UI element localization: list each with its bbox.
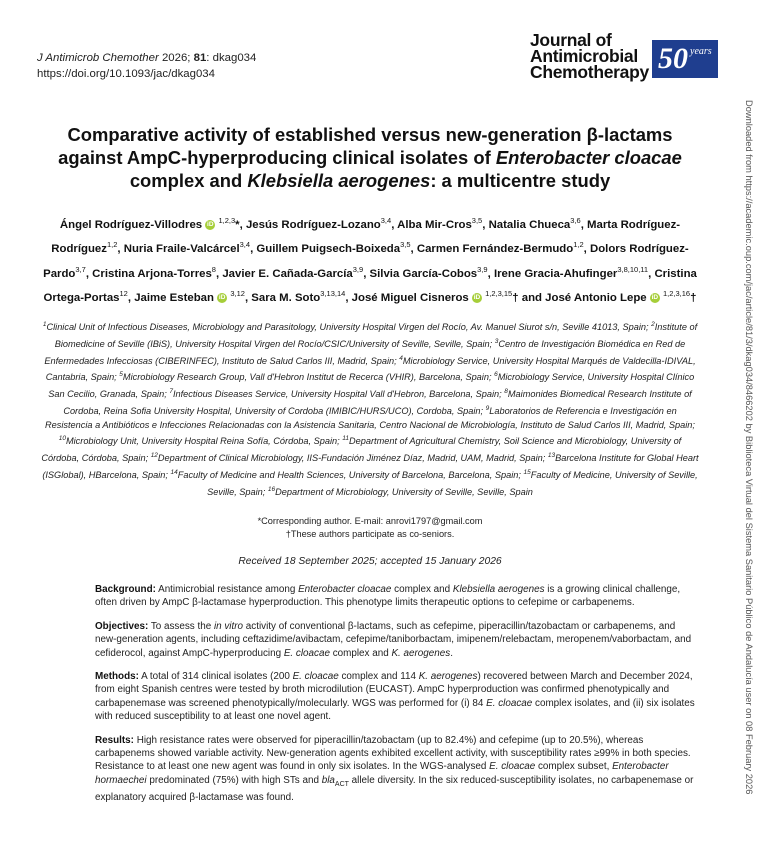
title-text: complex and [129, 170, 248, 191]
orcid-icon[interactable]: iD [473, 293, 481, 301]
author-name: Jaime Esteban [134, 291, 214, 304]
author-affiliation-sup: 12 [119, 289, 128, 299]
affiliation-text: Centro de Investigación Biomédica en Red de Enfermedades Infecciosas (CIBERINFEC), Instituto de Salud Carlos III, Madrid, Spain; [44, 338, 686, 366]
orcid-icon[interactable]: iD [207, 220, 214, 228]
affiliation-text: Microbiology Unit, University Hospital Reina Sofía, Córdoba, Spain; [65, 436, 340, 447]
affiliation-number: 13 [547, 452, 556, 460]
author-mark: † [512, 291, 519, 304]
abstract-results [95, 734, 695, 805]
abstract-text: is a growing clinical challenge, often driven by AmpC β-lactamase hyperproduction. This phenotype limits therapeutic options to cefepime or carbapenems. [95, 584, 681, 609]
affiliation-number: 6 [494, 371, 498, 379]
affiliation-text: Institute of Biomedicine of Seville (IBiS), University Hospital Virgen del Rocío/CSIC/University of Seville, Seville, Spain; [54, 322, 698, 349]
affiliation-number: 12 [150, 452, 158, 460]
abstract [95, 583, 695, 815]
author-affiliation-sup: 1,2 [106, 240, 118, 250]
abstract-text: ) recovered between March and December 2024, from eight Spanish centres were tested by broth microdilution (EUCAST). AmpC hyperproduction was confirmed phenotypically and carbapenemase was screened phenotypically/molecularly. WGS was performed for (i) 84 [95, 671, 693, 709]
author-name: Ángel Rodríguez-Villodres [59, 218, 203, 231]
author-affiliation-sup: 1,2,3 [218, 216, 236, 225]
received-dates: Received 18 September 2025; accepted 15 January 2026 [238, 556, 502, 567]
species-name: E. cloacae [486, 697, 533, 709]
section-label: Methods: [95, 671, 139, 683]
italic-term: in vitro [213, 620, 244, 632]
journal-logo [530, 32, 720, 84]
author-name: Cristina Ortega-Portas [43, 267, 697, 304]
species-name: K. aerogenes [418, 671, 478, 683]
year: 2026; [161, 52, 191, 64]
author-affiliation-sup: 3,12 [230, 289, 245, 299]
species-name: E. cloacae [283, 647, 330, 659]
affiliation-number: 14 [170, 468, 178, 476]
abstract-text: High resistance rates were observed for piperacillin/tazobactam (up to 82.4%) and cefepime (up to 20.5%), whereas carbapenems showed variable activity. New-generation agents exhibited excellent activity, with susceptibility rates ≥99% in both species. Resistance to at least one new agent was found in only six isolates. In the WGS-analysed [95, 734, 691, 773]
abstract-text: Antimicrobial resistance among [155, 584, 299, 595]
abstract-text: activity of conventional β-lactams, such as cefepime, piperacillin/tazobactam or carbapenems, and new-generation agents, including ceftazidime/avibactam, cefepime/taniborbactam, imipenem/relebactam, meropenem/vaborbactam, and cefiderocol, against AmpC-hyperproducing [95, 620, 692, 659]
title-line3 [40, 169, 700, 192]
title-text: : a multicentre study [430, 170, 611, 191]
journal-name-line2: Antimicrobial [530, 46, 638, 66]
author-name: Alba Mir-Cros [397, 218, 472, 231]
section-label: Background: [95, 584, 156, 595]
author-name: Guillem Puigsech-Boixeda [256, 243, 401, 256]
author-name: Javier E. Cañada-García [222, 267, 353, 280]
gene-subscript: ACT [334, 780, 349, 788]
affiliation-text: Microbiology Service, University Hospital Marqués de Valdecilla-IDIVAL, Cantabria, Spain; [45, 355, 696, 383]
author-name: José Antonio Lepe [545, 291, 647, 304]
corresponding-author: *Corresponding author. E-mail: anrovi1797@gmail.com [257, 516, 483, 526]
abstract-background [95, 583, 695, 610]
abstract-objectives [95, 620, 695, 660]
author-mark: † [690, 291, 697, 304]
species-name: Enterobacter hormaechei [95, 761, 669, 786]
author-name: Silvia García-Cobos [369, 267, 478, 280]
author-affiliation-sup: 1,2 [573, 240, 584, 250]
affiliation-number: 8 [504, 388, 508, 396]
affiliation-number: 2 [651, 321, 655, 328]
author-affiliation-sup: 3,4 [380, 216, 392, 225]
affiliation-number: 3 [494, 337, 499, 345]
author-affiliation-sup: 3,8,10,11 [617, 264, 649, 274]
species-name: Klebsiella aerogenes [452, 584, 545, 595]
affiliation-number: 11 [342, 435, 349, 443]
download-note-text: Downloaded from https://academic.oup.com/jac/article/81/3/dkag034/8466202 by Biblioteca Virtual del Sistema Sanitario Público de Andalucía user on 08 February 2026 [744, 100, 754, 795]
author-affiliation-sup: 3,13,14 [320, 289, 346, 299]
affiliation-text: Faculty of Medicine and Health Sciences, University of Barcelona, Barcelona, Spain; [177, 469, 521, 480]
abstract-text: A total of 314 clinical isolates (200 [138, 671, 293, 683]
orcid-icon[interactable]: iD [651, 293, 659, 301]
download-watermark [740, 100, 758, 868]
author-affiliation-sup: 3,9 [477, 264, 488, 274]
affiliation-text: Laboratorios de Referencia e Investigación en Resistencia a Antibióticos e Infecciones Relacionadas con la Asistencia Sanitaria, Centro Nacional de Microbiología, Instituto de Salud Carlos III, Madrid, Spain; [45, 405, 695, 430]
author-name: Sara M. Soto [251, 291, 321, 304]
orcid-icon[interactable]: iD [218, 293, 226, 301]
gene-name: bla [321, 774, 335, 786]
journal-name-line3: Chemotherapy [530, 62, 649, 82]
author-affiliation-sup: 3,4 [239, 240, 251, 250]
author-name: Dolors Rodríguez-Pardo [43, 243, 689, 280]
author-name: Cristina Arjona-Torres [92, 267, 212, 280]
badge-number: 50 [658, 42, 688, 75]
species-name: E. cloacae [489, 761, 536, 773]
citation-header [37, 50, 256, 82]
journal-name-line1: Journal of [530, 30, 612, 50]
doi-link[interactable]: https://doi.org/10.1093/jac/dkag034 [37, 68, 215, 80]
author-name: Jesús Rodríguez-Lozano [245, 218, 381, 231]
abstract-text: predominated (75%) with high STs and [146, 774, 322, 786]
correspondence-block [40, 515, 700, 541]
abstract-text: complex and [329, 647, 392, 659]
abstract-text: To assess the [148, 620, 214, 632]
affiliation-number: 16 [267, 485, 276, 493]
affiliation-text: Faculty of Medicine, University of Seville, Seville, Spain; [207, 469, 698, 497]
species-name: Enterobacter cloacae [298, 584, 392, 595]
abstract-text: allele diversity. In the six reduced-susceptibility isolates, no carbapenemase or explanatory acquired β-lactamase was found. [95, 774, 694, 804]
species-name: K. aerogenes [391, 647, 451, 659]
species-name: E. cloacae [292, 671, 339, 683]
article-id: : dkag034 [206, 52, 257, 64]
affiliation-text: Department of Agricultural Chemistry, Soil Science and Microbiology, University of Córdoba, Córdoba, Spain; [41, 436, 682, 464]
affiliation-text: Microbiology Research Group, Vall d'Hebron Institut de Recerca (VHIR), Barcelona, Spain; [122, 372, 492, 383]
author-name: Carmen Fernández-Bermudo [416, 243, 574, 256]
author-affiliation-sup: 3,9 [352, 264, 364, 274]
author-affiliation-sup: 3,6 [570, 216, 581, 225]
abstract-text: complex and [391, 584, 453, 595]
author-affiliation-sup: 1,2,3,16 [663, 289, 691, 299]
abstract-text: complex and 114 [338, 671, 419, 683]
author-name: Nuria Fraile-Valcárcel [123, 243, 240, 256]
authors-and: and [521, 291, 542, 304]
volume: 81 [193, 52, 207, 64]
author-list: Ángel Rodríguez-Villodres iD $^{1,2,3}$*, Jesús Rodríguez-Lozano$^{3,4}$, Alba Mir-Cros$^{3,5}$, Natalia Chueca$^{3,6}$, Marta Rodríguez-Rodríguez$^{1,2}$, Nuria Fraile-Valcárcel$^{3,4}$, Guillem Puigsech-Boixeda$^{3,5}$, Carmen Fernández-Bermudo$^{1,2}$, Dolors Rodríguez-Pardo$^{3,7}$, Cristina Arjona-Torres$^8$, Javier E. Cañada-García$^{3,9}$, Silvia García-Cobos$^{3,9}$, Irene Gracia-Ahufinger$^{3,8,10,11}$, Cristina Ortega-Portas$^{12}$, Jaime Esteban iD $^{3,12}$, Sara M. Soto$^{3,13,14}$, José Miguel Cisneros iD $^{1,2,3,15}$† and José Antonio Lepe iD $^{1,2,3,16}$† [43, 216, 697, 304]
section-label: Objectives: [95, 620, 149, 632]
author-name: Irene Gracia-Ahufinger [493, 267, 618, 280]
affiliation-number: 5 [119, 371, 123, 379]
author-name: Natalia Chueca [488, 218, 571, 231]
author-affiliation-sup: 8 [211, 264, 216, 274]
badge-word: years [690, 46, 712, 57]
article-title [40, 123, 700, 192]
co-senior-note: †These authors participate as co-seniors. [285, 529, 455, 539]
abstract-methods [95, 670, 695, 724]
author-affiliation-sup: 3,5 [400, 240, 411, 250]
citation-line [37, 50, 256, 66]
author-affiliation-sup: 3,5 [471, 216, 483, 225]
author-affiliation-sup: 3,7 [75, 264, 86, 274]
title-species: Enterobacter cloacae [495, 147, 682, 168]
affiliation-number: 10 [58, 435, 66, 443]
abstract-text: complex subset, [535, 761, 613, 773]
affiliation-text: Microbiology Service, University Hospital Clínico San Cecilio, Granada, Spain; [48, 372, 695, 400]
author-name: José Miguel Cisneros [351, 291, 469, 304]
author-affiliation-sup: 1,2,3,15 [485, 289, 513, 299]
affiliation-number: 15 [523, 468, 531, 476]
affiliation-text: Department of Clinical Microbiology, IIS-Fundación Jiménez Díaz, Madrid, UAM, Madrid, Spain; [157, 453, 546, 464]
affiliation-number: 4 [399, 354, 403, 362]
author-mark: * [235, 218, 240, 231]
title-line1: Comparative activity of established versus new-generation β-lactams [67, 124, 673, 145]
title-line2 [40, 146, 700, 169]
affiliation-text: Department of Microbiology, University of Seville, Seville, Spain [275, 486, 533, 497]
affiliation-number: 1 [42, 321, 47, 328]
affiliation-number: 9 [485, 404, 490, 412]
section-label: Results: [95, 734, 134, 746]
affiliation-number: 7 [169, 388, 173, 396]
anniversary-badge [652, 40, 718, 78]
title-text: against AmpC-hyperproducing clinical isolates of [58, 147, 496, 168]
abstract-text: complex isolates, and (ii) six isolates with reduced susceptibility to at least one novel agent. [95, 697, 695, 723]
affiliation-text: Clinical Unit of Infectious Diseases, Microbiology and Parasitology, University Hospital Virgen del Rocío, Av. Manuel Siurot s/n, Seville 41013, Spain; [46, 322, 649, 333]
journal-abbrev: J Antimicrob Chemother [37, 52, 159, 64]
affiliation-list [40, 318, 700, 499]
author-name: Marta Rodríguez-Rodríguez [51, 218, 681, 256]
affiliation-text: Maimonides Biomedical Research Institute of Cordoba, Reina Sofia University Hospital, University of Cordoba (IMIBIC/HURS/UCO), Cordoba, Spain; [63, 389, 692, 416]
abstract-text: . [450, 647, 453, 659]
title-species: Klebsiella aerogenes [247, 170, 431, 191]
journal-name [530, 32, 649, 80]
affiliation-text: Infectious Diseases Service, University Hospital Vall d'Hebron, Barcelona, Spain; [172, 389, 502, 400]
affiliation-text: Barcelona Institute for Global Heart (ISGlobal), HBarcelona, Spain; [42, 453, 699, 480]
